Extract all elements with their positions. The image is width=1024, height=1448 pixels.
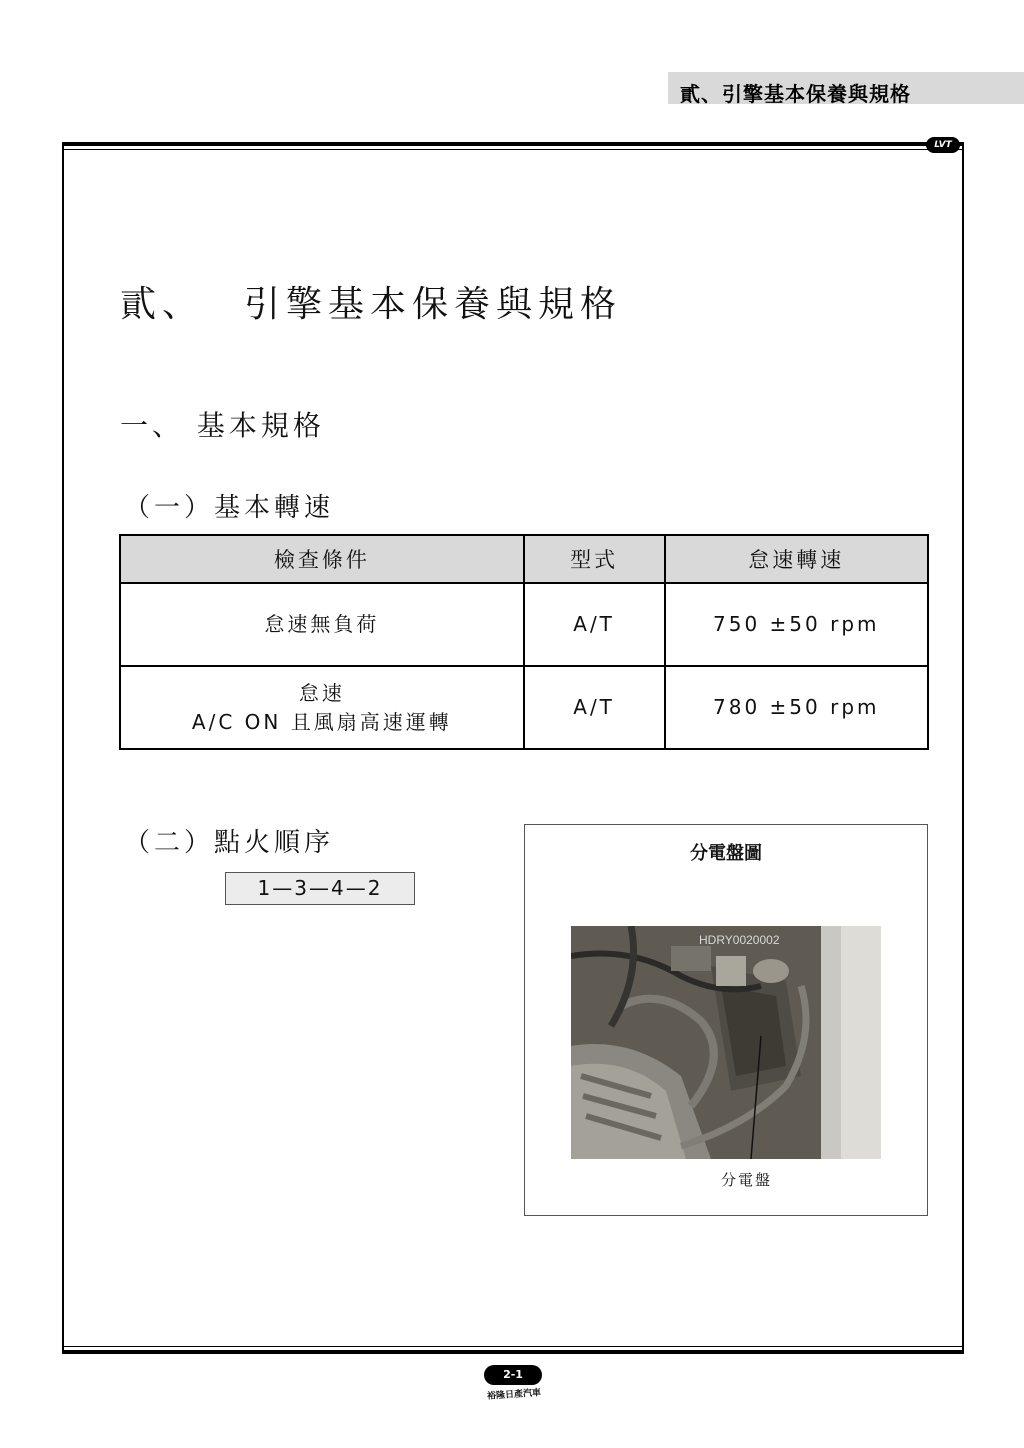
table-row <box>120 666 928 749</box>
bottom-rule-thin <box>62 1346 964 1347</box>
condition-text: 怠速 <box>298 680 345 705</box>
condition-cell <box>120 666 524 749</box>
column-header: 型式 <box>524 535 665 583</box>
brand-logo: LVT <box>926 137 960 153</box>
rpm-cell: 750 ±50 rpm <box>665 583 928 666</box>
section-heading: 一、 基本規格 <box>120 409 325 442</box>
table-header-row <box>120 535 928 583</box>
figure-title: 分電盤圖 <box>690 843 762 864</box>
firing-order-box: 1—3—4—2 <box>225 872 415 905</box>
chapter-number: 貳、 <box>120 284 205 325</box>
condition-cell <box>120 583 524 666</box>
bottom-rule-thick <box>62 1350 964 1354</box>
table-row <box>120 583 928 666</box>
type-cell: A/T <box>524 666 665 749</box>
engine-photo <box>571 926 881 1159</box>
subsection-heading-idle: （一）基本轉速 <box>124 493 335 523</box>
column-header: 怠速轉速 <box>665 535 928 583</box>
running-title: 貳、引擎基本保養與規格 <box>680 82 911 106</box>
distributor-figure <box>524 824 928 1216</box>
publisher-mark: 裕隆日產汽車 <box>486 1388 542 1402</box>
condition-text-line2: A/C ON 且風扇高速運轉 <box>191 709 452 734</box>
page-number: 2-1 <box>484 1365 542 1385</box>
chapter-name: 引擎基本保養與規格 <box>244 284 623 325</box>
photo-code: HDRY0020002 <box>699 933 780 947</box>
rpm-cell: 780 ±50 rpm <box>665 666 928 749</box>
column-header: 檢查條件 <box>120 535 524 583</box>
distributor-label: 分電盤 <box>721 1171 773 1189</box>
subsection-heading-firing: （二）點火順序 <box>124 828 335 858</box>
idle-speed-table <box>119 534 929 750</box>
chapter-title <box>120 276 622 327</box>
condition-text: 怠速無負荷 <box>264 612 380 636</box>
type-cell: A/T <box>524 583 665 666</box>
